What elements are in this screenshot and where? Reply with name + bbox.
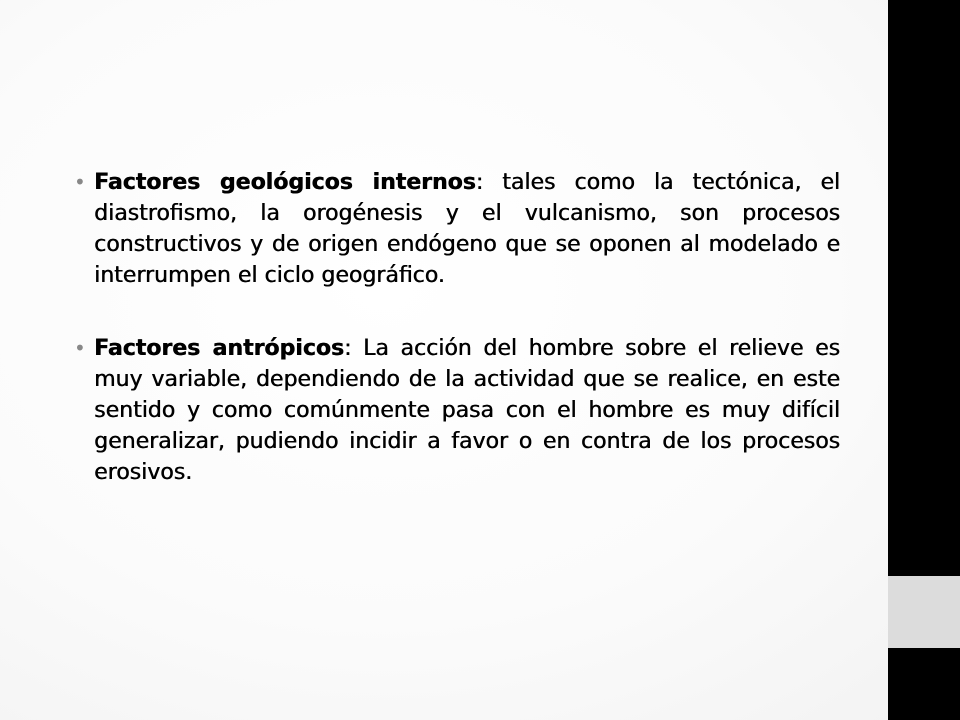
decorative-side-bar-accent [888,576,960,648]
bullet-term: Factores antrópicos [94,336,344,361]
bullet-list [74,167,840,530]
bullet-icon: • [74,170,86,194]
bullet-icon: • [74,336,86,360]
bullet-item-anthropic-factors [74,333,840,488]
bullet-term: Factores geológicos internos [94,170,476,195]
bullet-item-internal-factors [74,167,840,291]
bullet-body: : tales como la tectónica, el diastrofismo, la orogénesis y el vulcanismo, son procesos constructivos y de origen endógeno que se oponen al modelado e interrumpen el ciclo geográfico. [94,170,840,288]
bullet-body: : La acción del hombre sobre el relieve es muy variable, dependiendo de la actividad que se realice, en este sentido y como comúnmente pasa con el hombre es muy difícil generalizar, pudiendo incidir a favor o en contra de los procesos erosivos. [94,336,840,485]
